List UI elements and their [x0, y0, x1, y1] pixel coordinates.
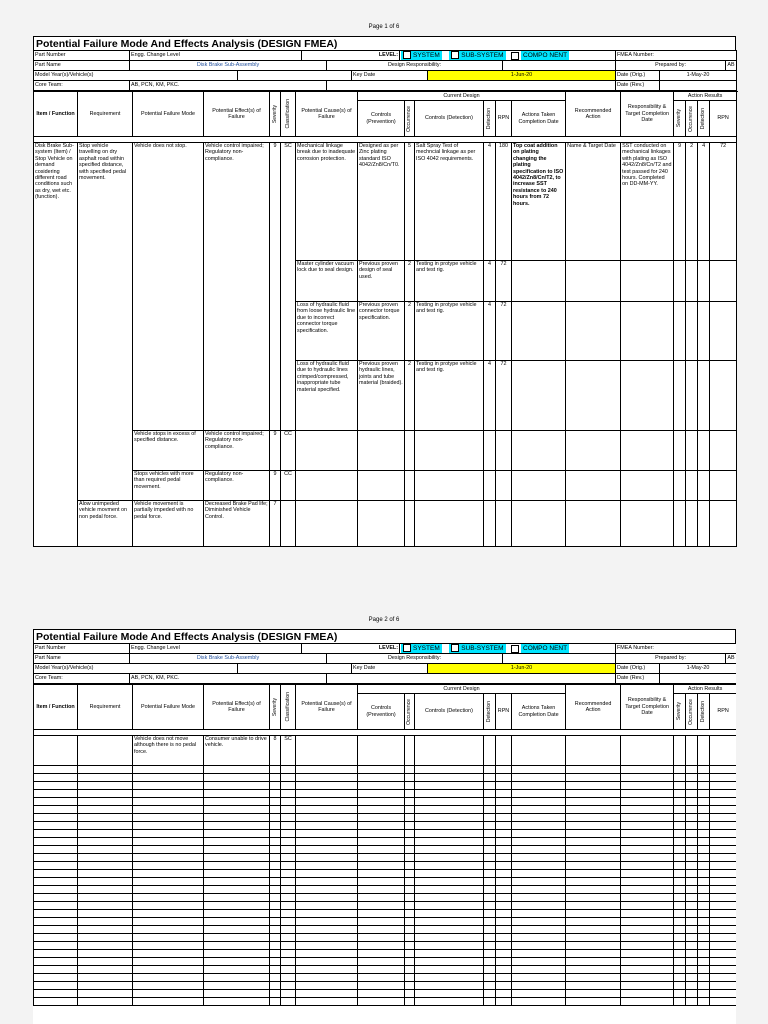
part-number-label: Part Number: [34, 51, 130, 61]
failure-mode-cell: Vehicle does not stop.: [133, 143, 204, 431]
ar-rpn-cell: 72: [710, 143, 737, 261]
col-ar-rpn: RPN: [710, 694, 736, 730]
fmea-header-table: [33, 50, 737, 91]
part-name-label: Part Name: [34, 654, 130, 664]
col-effects: Potential Effect(s) of Failure: [204, 685, 270, 730]
checkbox-icon[interactable]: [511, 645, 519, 653]
col-occurrence: Occurrence: [406, 698, 412, 725]
sheet-title: Potential Failure Mode And Effects Analysis (DESIGN FMEA): [33, 36, 736, 50]
empty-row: [34, 870, 737, 878]
level-options: [400, 644, 616, 654]
key-date-value: 1-Jun-20: [428, 664, 616, 674]
prevention-cell: Previous proven design of seal used.: [358, 261, 405, 302]
col-rpn: RPN: [496, 101, 512, 137]
fmea-header-table: [33, 643, 736, 684]
col-classification: Classification: [284, 99, 291, 129]
page-number: Page 2 of 6: [368, 617, 400, 623]
empty-row: [34, 854, 737, 862]
col-rpn: RPN: [496, 694, 512, 730]
severity-cell: 7: [270, 501, 281, 547]
engg-change-label: Engg. Change Level: [130, 51, 302, 61]
empty-row: [34, 918, 737, 926]
cause-cell: Loss of hydraulic fluid from loose hydraulic line due to incorrect connector torque specification.: [296, 302, 358, 361]
col-prevention: Controls (Prevention): [358, 694, 405, 730]
empty-row: [34, 934, 737, 942]
prepared-by-value: AB: [726, 61, 737, 71]
table-row: [34, 471, 737, 501]
model-year-label: Model Year(s)/Vehicle(s): [34, 664, 238, 674]
col-ar-severity: Severity: [676, 109, 683, 128]
cause-cell: Mechanical linkage break due to inadequate corrosion protection.: [296, 143, 358, 261]
empty-row: [34, 766, 737, 774]
table-row: [34, 431, 737, 471]
col-detection: Detection: [486, 107, 492, 130]
classification-cell: SC: [281, 143, 296, 431]
table-row: [34, 736, 737, 766]
empty-row: [34, 902, 737, 910]
cause-cell: Loss of hydraulic fluid due to hydraulic lines crimped/compressed, inappropriate tube material specified.: [296, 361, 358, 431]
responsibility-cell: Name & Target Date: [566, 143, 621, 261]
col-detection: Detection: [486, 700, 492, 723]
table-row: [34, 143, 737, 261]
prepared-by-label: Prepared by:: [616, 654, 726, 664]
empty-row: [34, 878, 737, 886]
level-subsystem-option[interactable]: SUB-SYSTEM: [449, 644, 505, 653]
empty-row: [34, 974, 737, 982]
ar-severity-cell: 9: [674, 143, 686, 261]
empty-row: [34, 926, 737, 934]
date-orig-value: 1-May-20: [660, 71, 737, 81]
level-label: LEVEL:: [302, 51, 400, 61]
effect-cell: Consumer unable to drive vehicle.: [204, 736, 270, 766]
occurrence-cell: 5: [405, 143, 415, 261]
effect-cell: Regulatory non-compliance.: [204, 471, 270, 501]
core-team-value: AB, PCN, KM, PKC.: [130, 674, 327, 684]
rpn-cell: 180: [496, 143, 512, 261]
empty-row: [34, 830, 737, 838]
col-item-function: Item / Function: [34, 685, 78, 730]
severity-cell: 9: [270, 471, 281, 501]
occurrence-cell: 2: [405, 261, 415, 302]
empty-row: [34, 838, 737, 846]
col-actions-taken: Actions Taken Completion Date: [512, 101, 566, 137]
col-responsibility: Responsibility & Target Completion Date: [621, 685, 674, 730]
table-row: [34, 501, 737, 547]
empty-row: [34, 990, 737, 998]
actions-taken-cell: SST conducted on mechanical linkages with plating as ISO 4042/Zn8/Cn/T2 and test passed for 240 hours. Completed on DD-MM-YY.: [621, 143, 674, 261]
empty-row: [34, 886, 737, 894]
col-detection-controls: Controls (Detection): [415, 101, 484, 137]
failure-mode-cell: Vehicle stops in excess of specified distance.: [133, 431, 204, 471]
fmea-number-label: FMEA Number:: [616, 644, 736, 654]
empty-row: [34, 950, 737, 958]
ar-occurrence-cell: 2: [686, 143, 698, 261]
col-severity: Severity: [271, 697, 278, 717]
col-ar-occurrence: Occurrence: [688, 105, 695, 132]
col-ar-severity: Severity: [676, 702, 683, 721]
col-item-function: Item / Function: [34, 92, 78, 137]
empty-row: [34, 982, 737, 990]
checkbox-icon[interactable]: [451, 644, 459, 652]
empty-row: [34, 966, 737, 974]
col-current-design: Current Design: [358, 92, 566, 101]
detection-cell: 4: [484, 302, 496, 361]
col-requirement: Requirement: [78, 92, 133, 137]
empty-row: [34, 910, 737, 918]
empty-row: [34, 798, 737, 806]
checkbox-icon[interactable]: [451, 51, 459, 59]
core-team-label: Core Team:: [34, 81, 130, 91]
ar-detection-cell: 4: [698, 143, 710, 261]
col-prevention: Controls (Prevention): [358, 101, 405, 137]
severity-cell: 9: [270, 431, 281, 471]
recommended-cell: Top coat addition on plating changing the plating specification to ISO 4042/Zn8/Cn/T2, to increase SST resistance to 240 hours from 72 hours.: [512, 143, 566, 261]
col-requirement: Requirement: [78, 685, 133, 730]
severity-cell: 8: [270, 736, 281, 766]
date-orig-label: Date (Orig.): [616, 71, 660, 81]
empty-row: [34, 846, 737, 854]
col-recommended: Recommended Action: [566, 685, 621, 730]
page-number: Page 1 of 6: [368, 24, 400, 30]
key-date-label: Key Date: [352, 664, 428, 674]
col-ar-detection: Detection: [700, 700, 707, 723]
prepared-by-label: Prepared by:: [616, 61, 726, 71]
rpn-cell: 72: [496, 261, 512, 302]
level-label: LEVEL:: [302, 644, 400, 654]
empty-row: [34, 822, 737, 830]
detection-cell: 4: [484, 261, 496, 302]
level-options: [400, 51, 616, 61]
col-causes: Potential Cause(s) of Failure: [296, 685, 358, 730]
classification-cell: SC: [281, 736, 296, 766]
empty-row: [34, 782, 737, 790]
empty-row: [34, 942, 737, 950]
checkbox-icon[interactable]: [511, 52, 519, 60]
prevention-cell: Previous proven connector torque specification.: [358, 302, 405, 361]
col-failure-mode: Potential Failure Mode: [133, 685, 204, 730]
date-rev-label: Date (Rev.): [616, 81, 660, 91]
col-effects: Potential Effect(s) of Failure: [204, 92, 270, 137]
detection-control-cell: Testing in protype vehicle and test rig.: [415, 361, 484, 431]
empty-row: [34, 814, 737, 822]
design-responsibility-label: Design Responsibility:: [327, 654, 503, 664]
requirement-cell: Stop vehicle travelling on dry asphalt road within specified distance, with specified pedal movement.: [78, 143, 133, 501]
col-recommended: Recommended Action: [566, 92, 621, 137]
col-current-design: Current Design: [358, 685, 566, 694]
col-causes: Potential Cause(s) of Failure: [296, 92, 358, 137]
effect-cell: Decreased Brake Pad life; Diminished Vehicle Control.: [204, 501, 270, 547]
detection-cell: 4: [484, 361, 496, 431]
part-name-value: Disk Brake Sub-Assembly: [130, 654, 327, 664]
date-orig-label: Date (Orig.): [616, 664, 660, 674]
level-component-option[interactable]: COMPO NENT: [523, 52, 568, 59]
fmea-analysis-table: [33, 684, 736, 1006]
failure-mode-cell: Vehicle does not move although there is no pedal force.: [133, 736, 204, 766]
col-action-results: Action Results: [674, 685, 736, 694]
sheet-title: Potential Failure Mode And Effects Analysis (DESIGN FMEA): [33, 629, 736, 643]
key-date-label: Key Date: [352, 71, 428, 81]
date-rev-label: Date (Rev.): [616, 674, 660, 684]
core-team-value: AB, PCN, KM, PKC.: [130, 81, 327, 91]
checkbox-icon[interactable]: [403, 644, 411, 652]
fmea-sheet-page-1: [33, 36, 736, 547]
effect-cell: Vehicle control impaired; Regulatory non-compliance.: [204, 143, 270, 431]
classification-cell: CC: [281, 431, 296, 471]
requirement-cell: Alow unimpeded vehicle movment on non pedal force.: [78, 501, 133, 547]
effect-cell: Vehicle control impaired; Regulatory non-compliance.: [204, 431, 270, 471]
empty-row: [34, 998, 737, 1006]
design-responsibility-label: Design Responsibility:: [327, 61, 503, 71]
col-detection-controls: Controls (Detection): [415, 694, 484, 730]
col-ar-detection: Detection: [700, 107, 707, 130]
fmea-sheet-page-2: [33, 629, 736, 1024]
failure-mode-cell: Stops vehicles with more than required pedal movement.: [133, 471, 204, 501]
col-responsibility: Responsibility & Target Completion Date: [621, 92, 674, 137]
part-name-label: Part Name: [34, 61, 130, 71]
col-classification: Classification: [284, 692, 291, 722]
occurrence-cell: 2: [405, 361, 415, 431]
empty-row: [34, 958, 737, 966]
part-number-label: Part Number: [34, 644, 130, 654]
detection-cell: 4: [484, 143, 496, 261]
cause-cell: Master cylinder vacuum lock due to seal design.: [296, 261, 358, 302]
empty-row: [34, 790, 737, 798]
key-date-value: 1-Jun-20: [428, 71, 616, 81]
level-component-option[interactable]: COMPO NENT: [523, 645, 568, 652]
fmea-analysis-table: [33, 91, 737, 547]
rpn-cell: 72: [496, 302, 512, 361]
level-system-option[interactable]: SYSTEM: [401, 644, 442, 653]
col-action-results: Action Results: [674, 92, 737, 101]
empty-row: [34, 894, 737, 902]
col-occurrence: Occurrence: [406, 105, 412, 132]
severity-cell: 9: [270, 143, 281, 431]
prevention-cell: Previous proven hydraulic lines, joints and tube material (braided).: [358, 361, 405, 431]
core-team-label: Core Team:: [34, 674, 130, 684]
col-ar-rpn: RPN: [710, 101, 737, 137]
col-severity: Severity: [271, 104, 278, 124]
date-orig-value: 1-May-20: [660, 664, 736, 674]
occurrence-cell: 2: [405, 302, 415, 361]
model-year-label: Model Year(s)/Vehicle(s): [34, 71, 238, 81]
prevention-cell: Designed as per Zinc plating standard ISO 4042/Zn8/Cn/T0.: [358, 143, 405, 261]
col-actions-taken: Actions Taken Completion Date: [512, 694, 566, 730]
level-subsystem-option[interactable]: SUB-SYSTEM: [449, 51, 505, 60]
col-ar-occurrence: Occurrence: [688, 698, 695, 725]
detection-control-cell: Testing in protype vehicle and test rig.: [415, 261, 484, 302]
fmea-number-label: FMEA Number:: [616, 51, 737, 61]
part-name-value: Disk Brake Sub-Assembly: [130, 61, 327, 71]
empty-row: [34, 862, 737, 870]
engg-change-label: Engg. Change Level: [130, 644, 302, 654]
failure-mode-cell: Vehicle movement is partially impeded with no pedal force.: [133, 501, 204, 547]
rpn-cell: 72: [496, 361, 512, 431]
prepared-by-value: AB: [726, 654, 736, 664]
detection-control-cell: Salt Spray Test of mechncial linkage as per ISO 4042 requirements.: [415, 143, 484, 261]
item-function-cell: Disk Brake Sub-system (Item) / Stop Vehicle on demand cosidering different road conditions such as dry, wet etc. (function).: [34, 143, 78, 547]
level-system-option[interactable]: SYSTEM: [401, 51, 442, 60]
col-failure-mode: Potential Failure Mode: [133, 92, 204, 137]
detection-control-cell: Testing in protype vehicle and test rig.: [415, 302, 484, 361]
checkbox-icon[interactable]: [403, 51, 411, 59]
empty-row: [34, 806, 737, 814]
empty-row: [34, 774, 737, 782]
classification-cell: CC: [281, 471, 296, 501]
